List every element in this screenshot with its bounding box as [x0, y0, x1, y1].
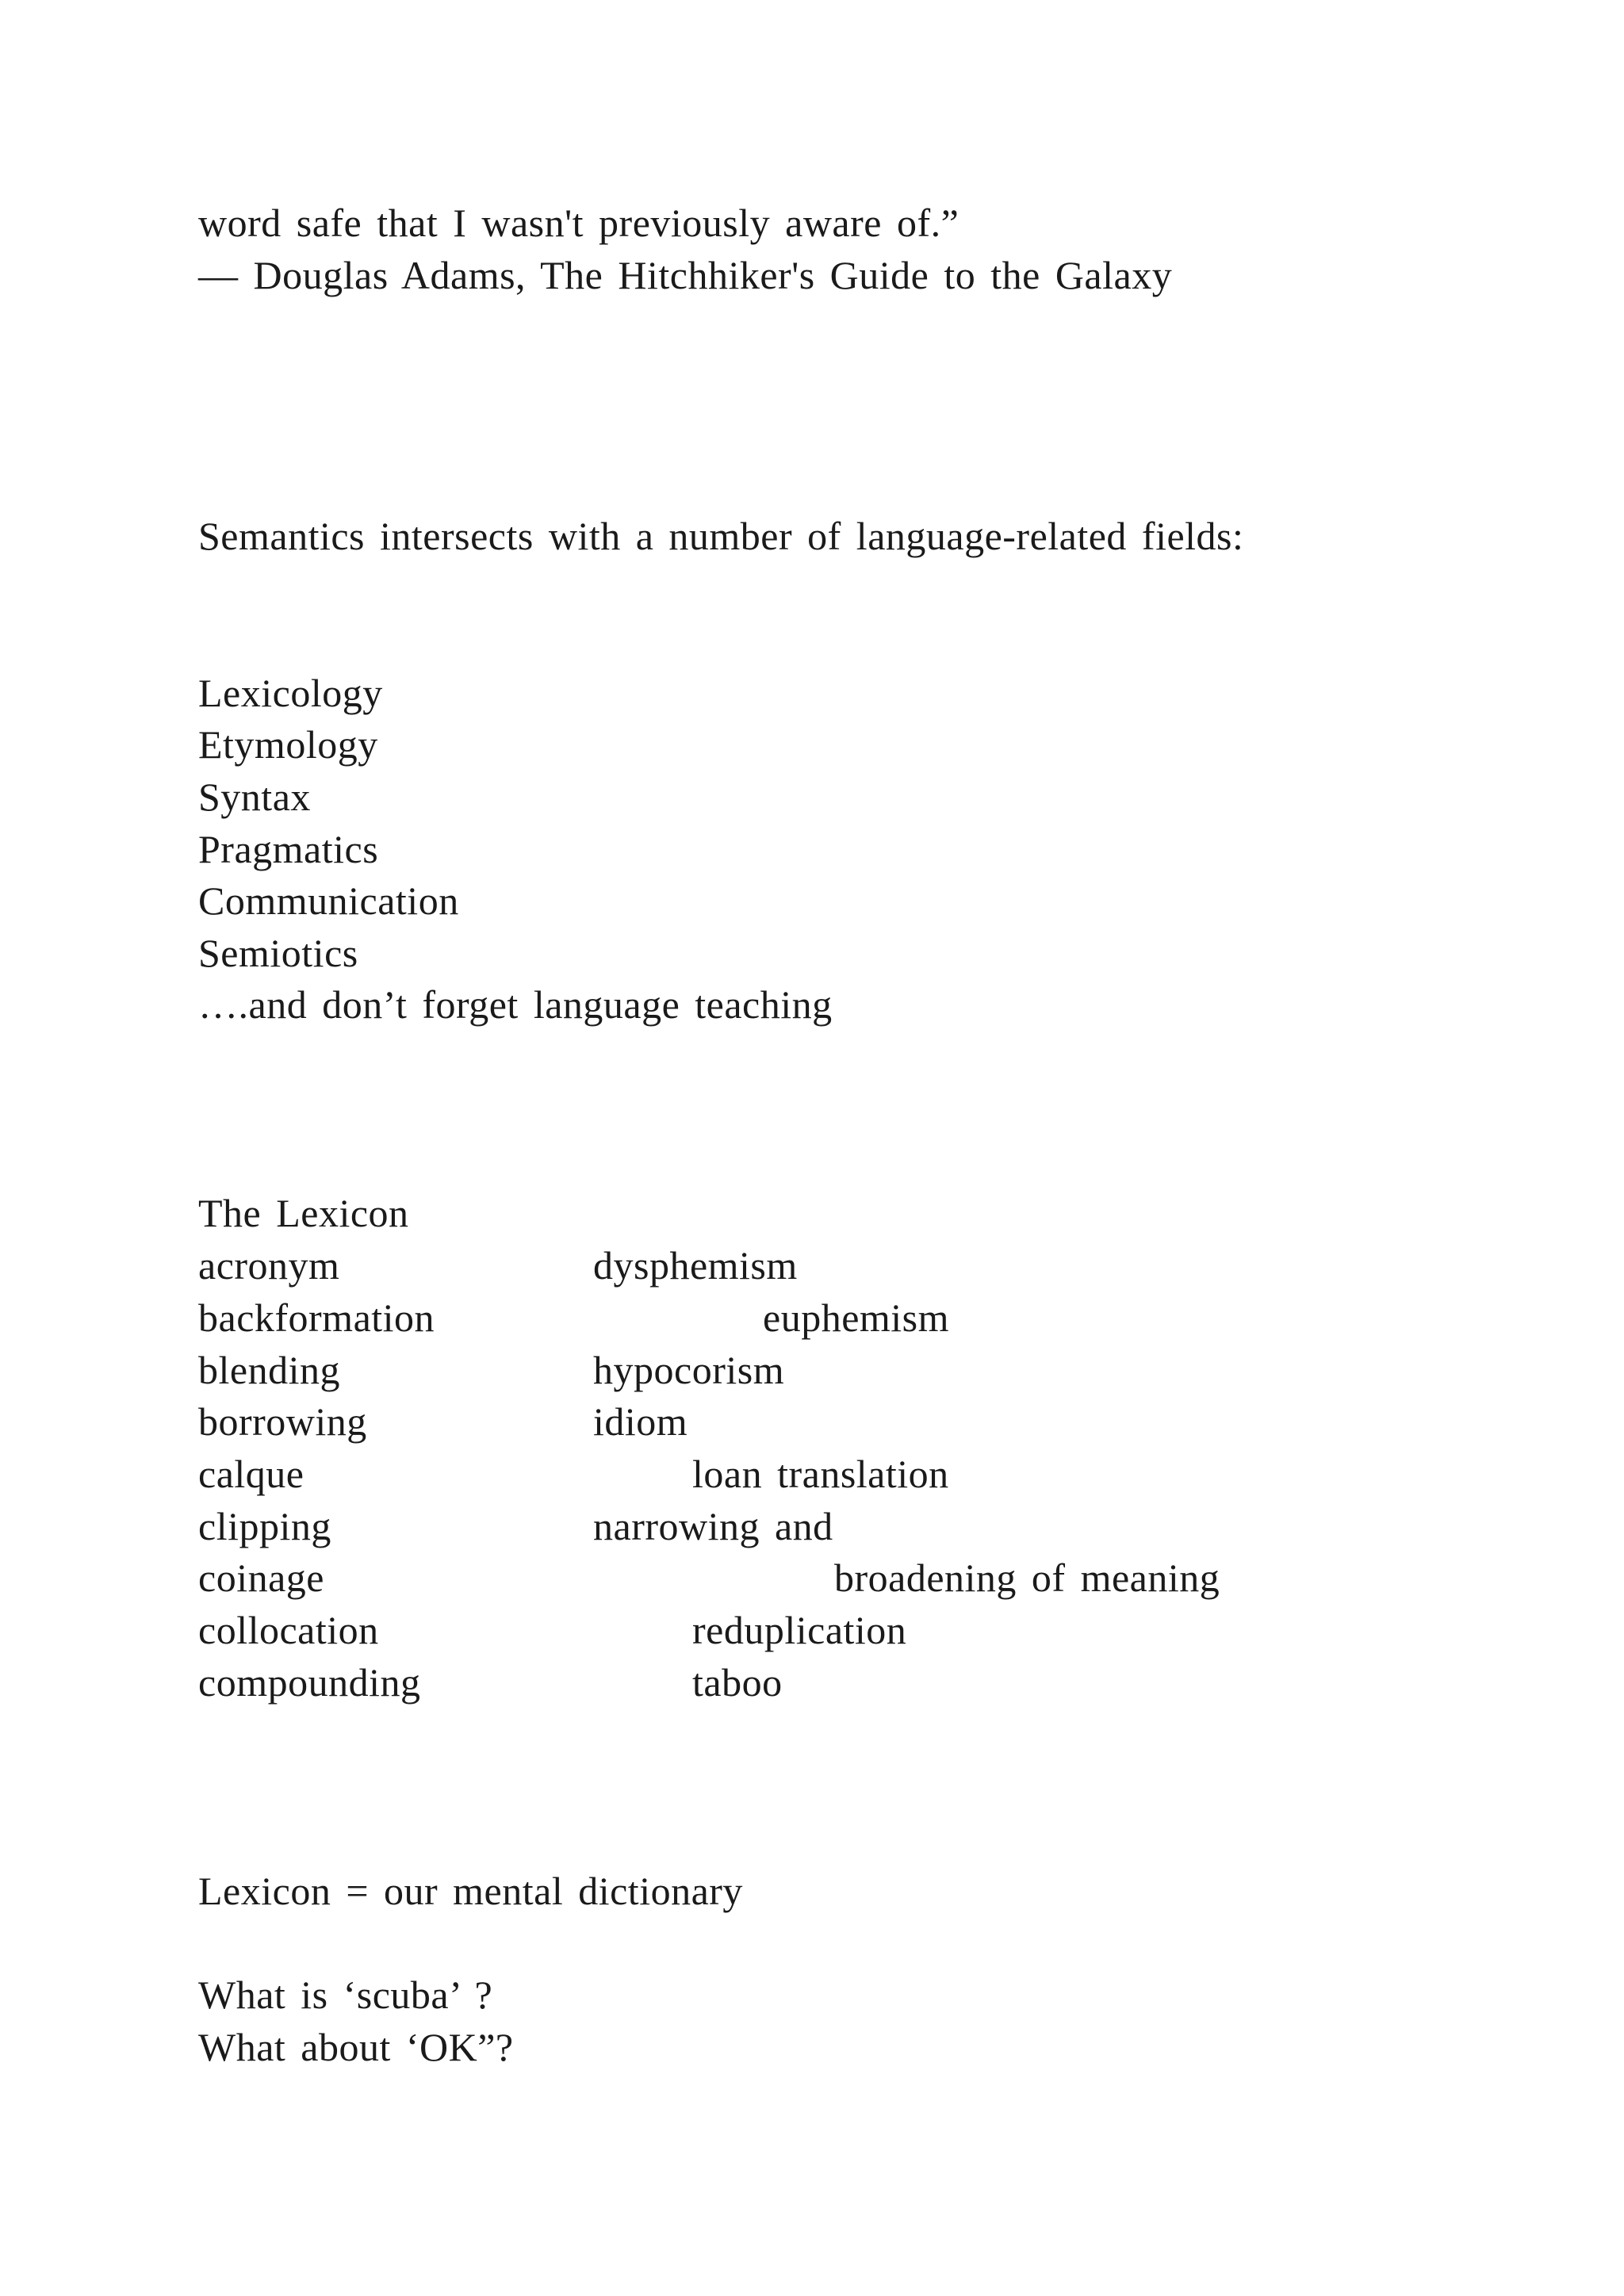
lexicon-term: broadening of meaning — [834, 1556, 1220, 1600]
lexicon-term: narrowing and — [593, 1504, 833, 1548]
field-item: Lexicology — [198, 671, 383, 715]
lexicon-heading: The Lexicon — [198, 1191, 409, 1235]
lexicon-term: backformation — [198, 1295, 435, 1340]
lexicon-term: blending — [198, 1348, 340, 1392]
field-item: Communication — [198, 878, 459, 923]
lexicon-term: clipping — [198, 1504, 331, 1548]
fields-intro: Semantics intersects with a number of language-related fields: — [198, 514, 1244, 558]
field-item: Pragmatics — [198, 827, 379, 871]
lexicon-term: calque — [198, 1452, 304, 1496]
lexicon-term: loan translation — [692, 1452, 949, 1496]
lexicon-term: borrowing — [198, 1399, 367, 1444]
lexicon-term: hypocorism — [593, 1348, 785, 1392]
lexicon-definition: Lexicon = our mental dictionary — [198, 1869, 743, 1913]
lexicon-term: taboo — [692, 1660, 783, 1705]
field-item: Syntax — [198, 775, 311, 819]
lexicon-term: coinage — [198, 1556, 324, 1600]
lexicon-term: compounding — [198, 1660, 421, 1705]
field-item: Etymology — [198, 722, 378, 767]
lexicon-term: acronym — [198, 1243, 340, 1288]
field-item: Semiotics — [198, 931, 358, 975]
quote-attribution: ― Douglas Adams, The Hitchhiker's Guide to the Galaxy — [198, 253, 1173, 297]
question: What is ‘scuba’ ? — [198, 1973, 493, 2017]
lexicon-term: idiom — [593, 1399, 688, 1444]
field-item-teaching: ….and don’t forget language teaching — [198, 982, 833, 1027]
question: What about ‘OK”? — [198, 2025, 514, 2069]
lexicon-term: euphemism — [763, 1295, 950, 1340]
lexicon-term: dysphemism — [593, 1243, 798, 1288]
lexicon-term: collocation — [198, 1608, 379, 1652]
lexicon-term: reduplication — [692, 1608, 907, 1652]
quote-line: word safe that I wasn't previously aware of.” — [198, 201, 959, 245]
